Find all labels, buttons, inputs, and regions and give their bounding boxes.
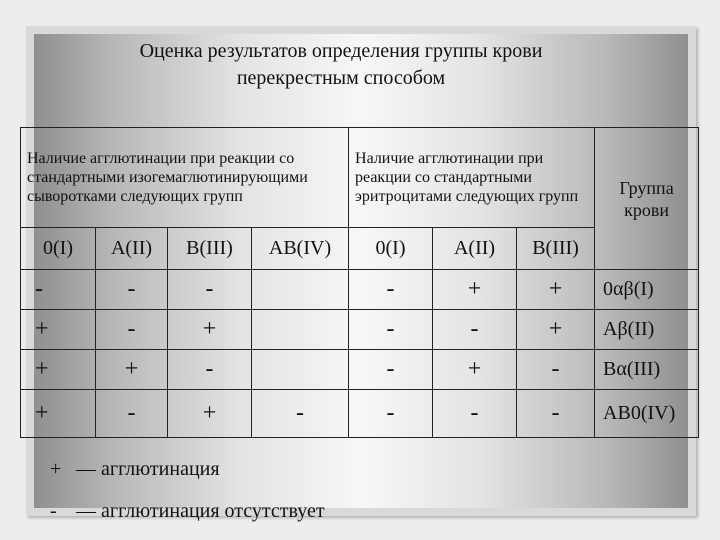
blood-group-cell: Aβ(II) (595, 310, 699, 350)
table-cell: - (517, 390, 595, 438)
table-header-row (21, 128, 699, 228)
legend-minus-text: — агглютинация отсутствует (76, 500, 325, 522)
legend-plus-symbol: + (50, 458, 62, 480)
table-cell: - (349, 310, 433, 350)
header-blood-group: Группа крови (595, 128, 699, 270)
subheader-cell: AB(IV) (252, 228, 349, 270)
table-cell: + (168, 310, 252, 350)
table-cell: + (21, 390, 96, 438)
legend-minus-symbol: - (50, 500, 57, 522)
table-cell (252, 270, 349, 310)
table-cell: - (349, 350, 433, 390)
legend-agglutination (50, 458, 220, 481)
table-cell: + (21, 310, 96, 350)
table-cell: - (517, 350, 595, 390)
subheader-cell: B(III) (168, 228, 252, 270)
blood-group-cell: AB0(IV) (595, 390, 699, 438)
header-sera: Наличие агглютинации при реакции со стандартными изогемаглютинирующими сыворотками следующих групп (21, 128, 349, 228)
title-line-2: перекрестным способом (236, 67, 446, 89)
header-erythrocytes: Наличие агглютинации при реакции со стандартными эритроцитами следующих групп (349, 128, 595, 228)
table-cell: - (168, 350, 252, 390)
table-cell: - (252, 390, 349, 438)
table-cell: - (433, 310, 517, 350)
table-cell: - (349, 390, 433, 438)
table-cell: - (96, 390, 168, 438)
table-cell: + (433, 350, 517, 390)
table-cell: - (21, 270, 96, 310)
subheader-cell: A(II) (96, 228, 168, 270)
table-row (21, 310, 699, 350)
table-cell: + (96, 350, 168, 390)
table-cell (252, 350, 349, 390)
title-line-1: Оценка результатов определения группы крови (139, 40, 543, 62)
table-cell: - (96, 310, 168, 350)
subheader-cell: A(II) (433, 228, 517, 270)
table-cell: + (433, 270, 517, 310)
blood-group-cell: 0αβ(I) (595, 270, 699, 310)
table-cell: - (96, 270, 168, 310)
table-cell: - (168, 270, 252, 310)
page-title (0, 38, 682, 92)
legend-plus-text: — агглютинация (76, 458, 220, 480)
table-row (21, 350, 699, 390)
blood-group-cell: Bα(III) (595, 350, 699, 390)
table-cell: + (517, 310, 595, 350)
subheader-cell: 0(I) (21, 228, 96, 270)
table-cell: - (349, 270, 433, 310)
table-row (21, 270, 699, 310)
legend-no-agglutination (50, 500, 325, 523)
subheader-cell: B(III) (517, 228, 595, 270)
table-row (21, 390, 699, 438)
blood-group-table (20, 127, 699, 438)
subheader-cell: 0(I) (349, 228, 433, 270)
table-cell: + (517, 270, 595, 310)
table-cell: + (168, 390, 252, 438)
table-cell: - (433, 390, 517, 438)
table-cell (252, 310, 349, 350)
table-cell: + (21, 350, 96, 390)
